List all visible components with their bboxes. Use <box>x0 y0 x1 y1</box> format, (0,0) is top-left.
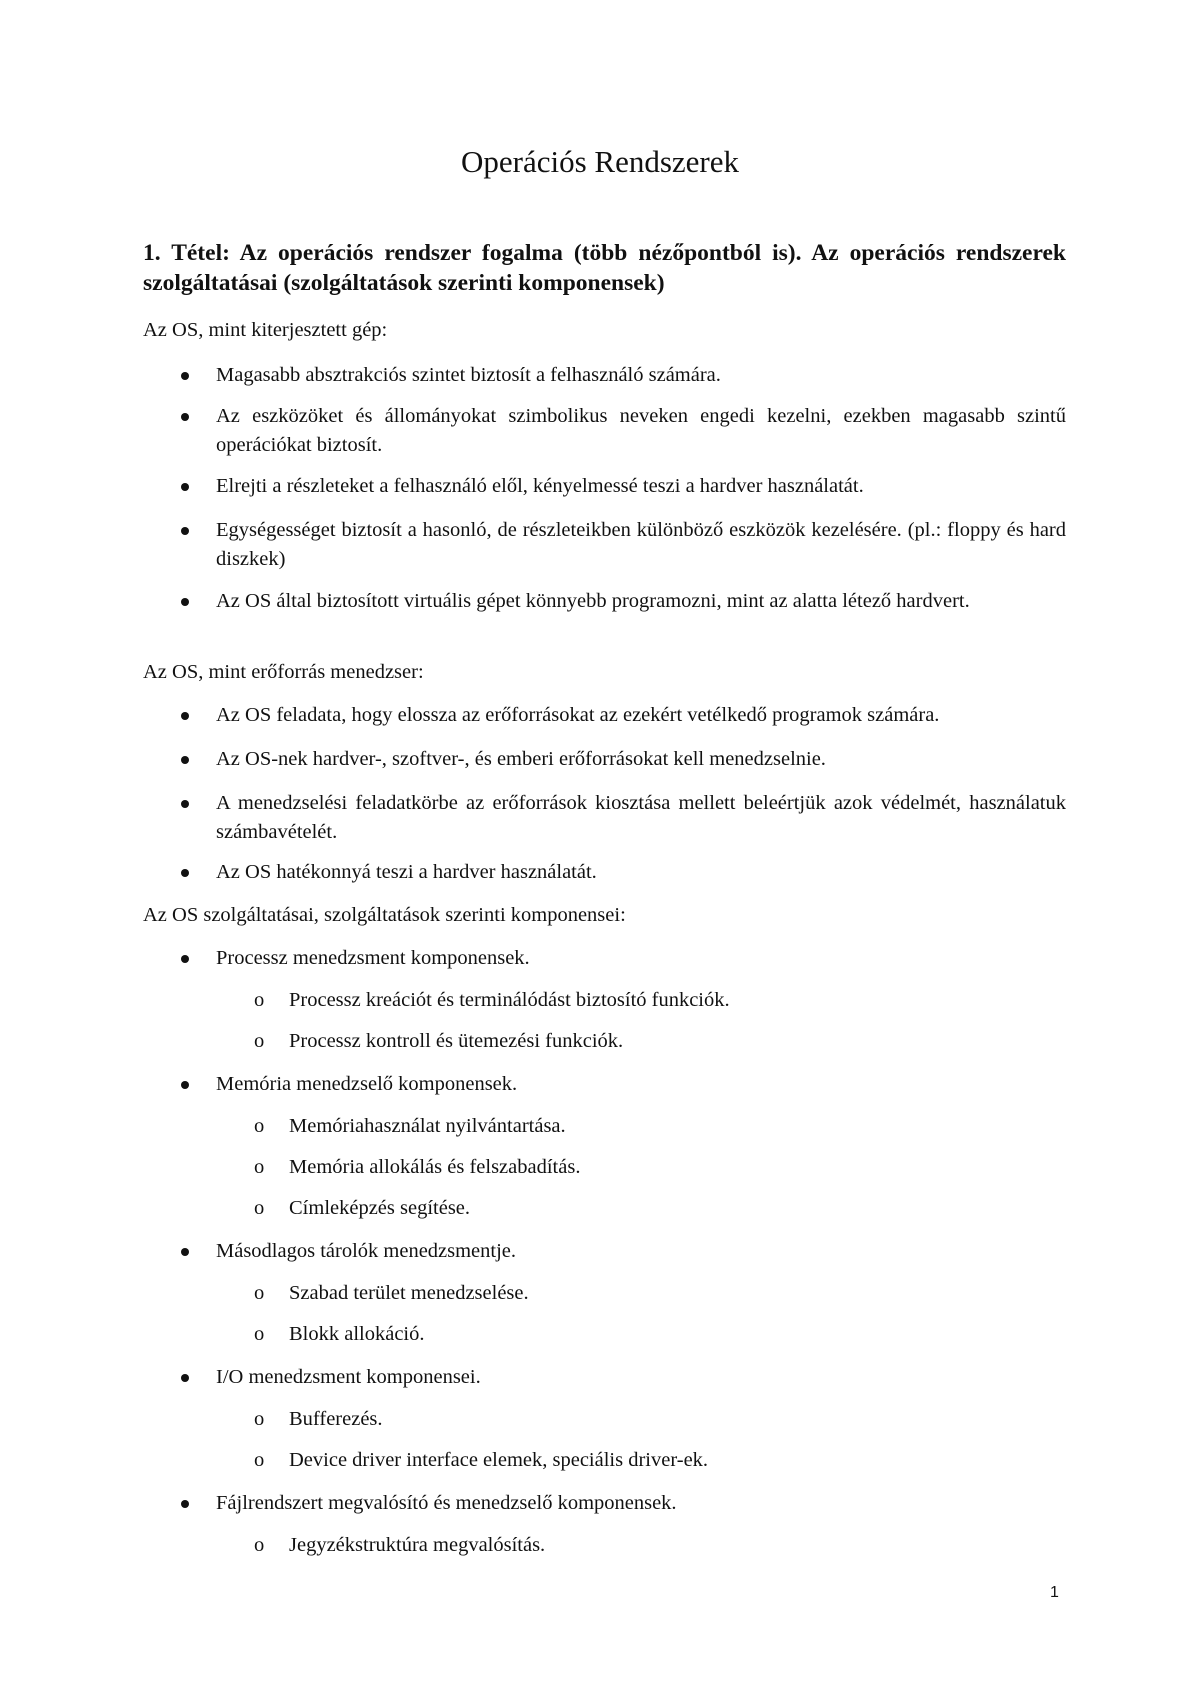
sub-bullet-marker: o <box>254 1408 265 1430</box>
sub-bullet-marker: o <box>254 1282 265 1304</box>
sub-list-item-text: Memória allokálás és felszabadítás. <box>289 1156 581 1178</box>
sub-bullet-marker: o <box>254 989 265 1011</box>
sub-list-item-text: Processz kreációt és terminálódást biztosító funkciók. <box>289 989 730 1011</box>
list-item: Memória menedzselő komponensek. <box>216 1070 1066 1099</box>
list-item: Az OS hatékonnyá teszi a hardver használatát. <box>216 858 1066 887</box>
list-item: Az OS-nek hardver-, szoftver-, és emberi erőforrásokat kell menedzselnie. <box>216 745 1066 774</box>
list-item: Elrejti a részleteket a felhasználó elől, kényelmessé teszi a hardver használatát. <box>216 472 1066 501</box>
list-item: I/O menedzsment komponensei. <box>216 1363 1066 1392</box>
list-item: Fájlrendszert megvalósító és menedzselő komponensek. <box>216 1489 1066 1518</box>
sub-list-item <box>254 1029 1066 1053</box>
list-item: Magasabb absztrakciós szintet biztosít a felhasználó számára. <box>216 361 1066 390</box>
sub-bullet-marker: o <box>254 1197 265 1219</box>
sub-list-item <box>254 1281 1066 1305</box>
page-number: 1 <box>1050 1584 1059 1601</box>
sub-list-item <box>254 1196 1066 1220</box>
sub-list-item <box>254 1533 1066 1557</box>
list-item: Az eszközöket és állományokat szimbolikus neveken engedi kezelni, ezekben magasabb szintű operációkat biztosít. <box>216 402 1066 460</box>
sub-bullet-marker: o <box>254 1156 265 1178</box>
sub-list-item-text: Bufferezés. <box>289 1408 383 1430</box>
sub-bullet-marker: o <box>254 1115 265 1137</box>
sub-list-item-text: Processz kontroll és ütemezési funkciók. <box>289 1030 624 1052</box>
sub-bullet-marker: o <box>254 1323 265 1345</box>
section-heading: 1. Tétel: Az operációs rendszer fogalma (több nézőpontból is). Az operációs rendszerek szolgáltatásai (szolgáltatások szerinti komponensek) <box>143 240 1066 296</box>
sub-list-item <box>254 1407 1066 1431</box>
section1-intro: Az OS, mint kiterjesztett gép: <box>143 319 388 341</box>
list-item: Az OS feladata, hogy elossza az erőforrásokat az ezekért vetélkedő programok számára. <box>216 701 1066 730</box>
list-item: A menedzselési feladatkörbe az erőforrások kiosztása mellett beleértjük azok védelmét, használatuk számbavételét. <box>216 789 1066 847</box>
sub-bullet-marker: o <box>254 1449 265 1471</box>
document-title: Operációs Rendszerek <box>460 144 740 179</box>
list-item: Az OS által biztosított virtuális gépet könnyebb programozni, mint az alatta létező hardvert. <box>216 587 1066 616</box>
sub-bullet-marker: o <box>254 1534 265 1556</box>
sub-list-item <box>254 1448 1066 1472</box>
sub-list-item-text: Jegyzékstruktúra megvalósítás. <box>289 1534 546 1556</box>
list-item: Másodlagos tárolók menedzsmentje. <box>216 1237 1066 1266</box>
sub-list-item-text: Címleképzés segítése. <box>289 1197 471 1219</box>
section2-intro: Az OS, mint erőforrás menedzser: <box>143 661 424 683</box>
sub-list-item <box>254 1114 1066 1138</box>
sub-list-item <box>254 1155 1066 1179</box>
sub-list-item-text: Szabad terület menedzselése. <box>289 1282 529 1304</box>
sub-list-item-text: Memóriahasználat nyilvántartása. <box>289 1115 566 1137</box>
section3-intro: Az OS szolgáltatásai, szolgáltatások szerinti komponensei: <box>143 904 626 926</box>
list-item: Egységességet biztosít a hasonló, de részleteikben különböző eszközök kezelésére. (pl.: floppy és hard diszkek) <box>216 516 1066 574</box>
sub-bullet-marker: o <box>254 1030 265 1052</box>
sub-list-item-text: Blokk allokáció. <box>289 1323 425 1345</box>
sub-list-item-text: Device driver interface elemek, speciális driver-ek. <box>289 1449 709 1471</box>
sub-list-item <box>254 988 1066 1012</box>
list-item: Processz menedzsment komponensek. <box>216 944 1066 973</box>
sub-list-item <box>254 1322 1066 1346</box>
